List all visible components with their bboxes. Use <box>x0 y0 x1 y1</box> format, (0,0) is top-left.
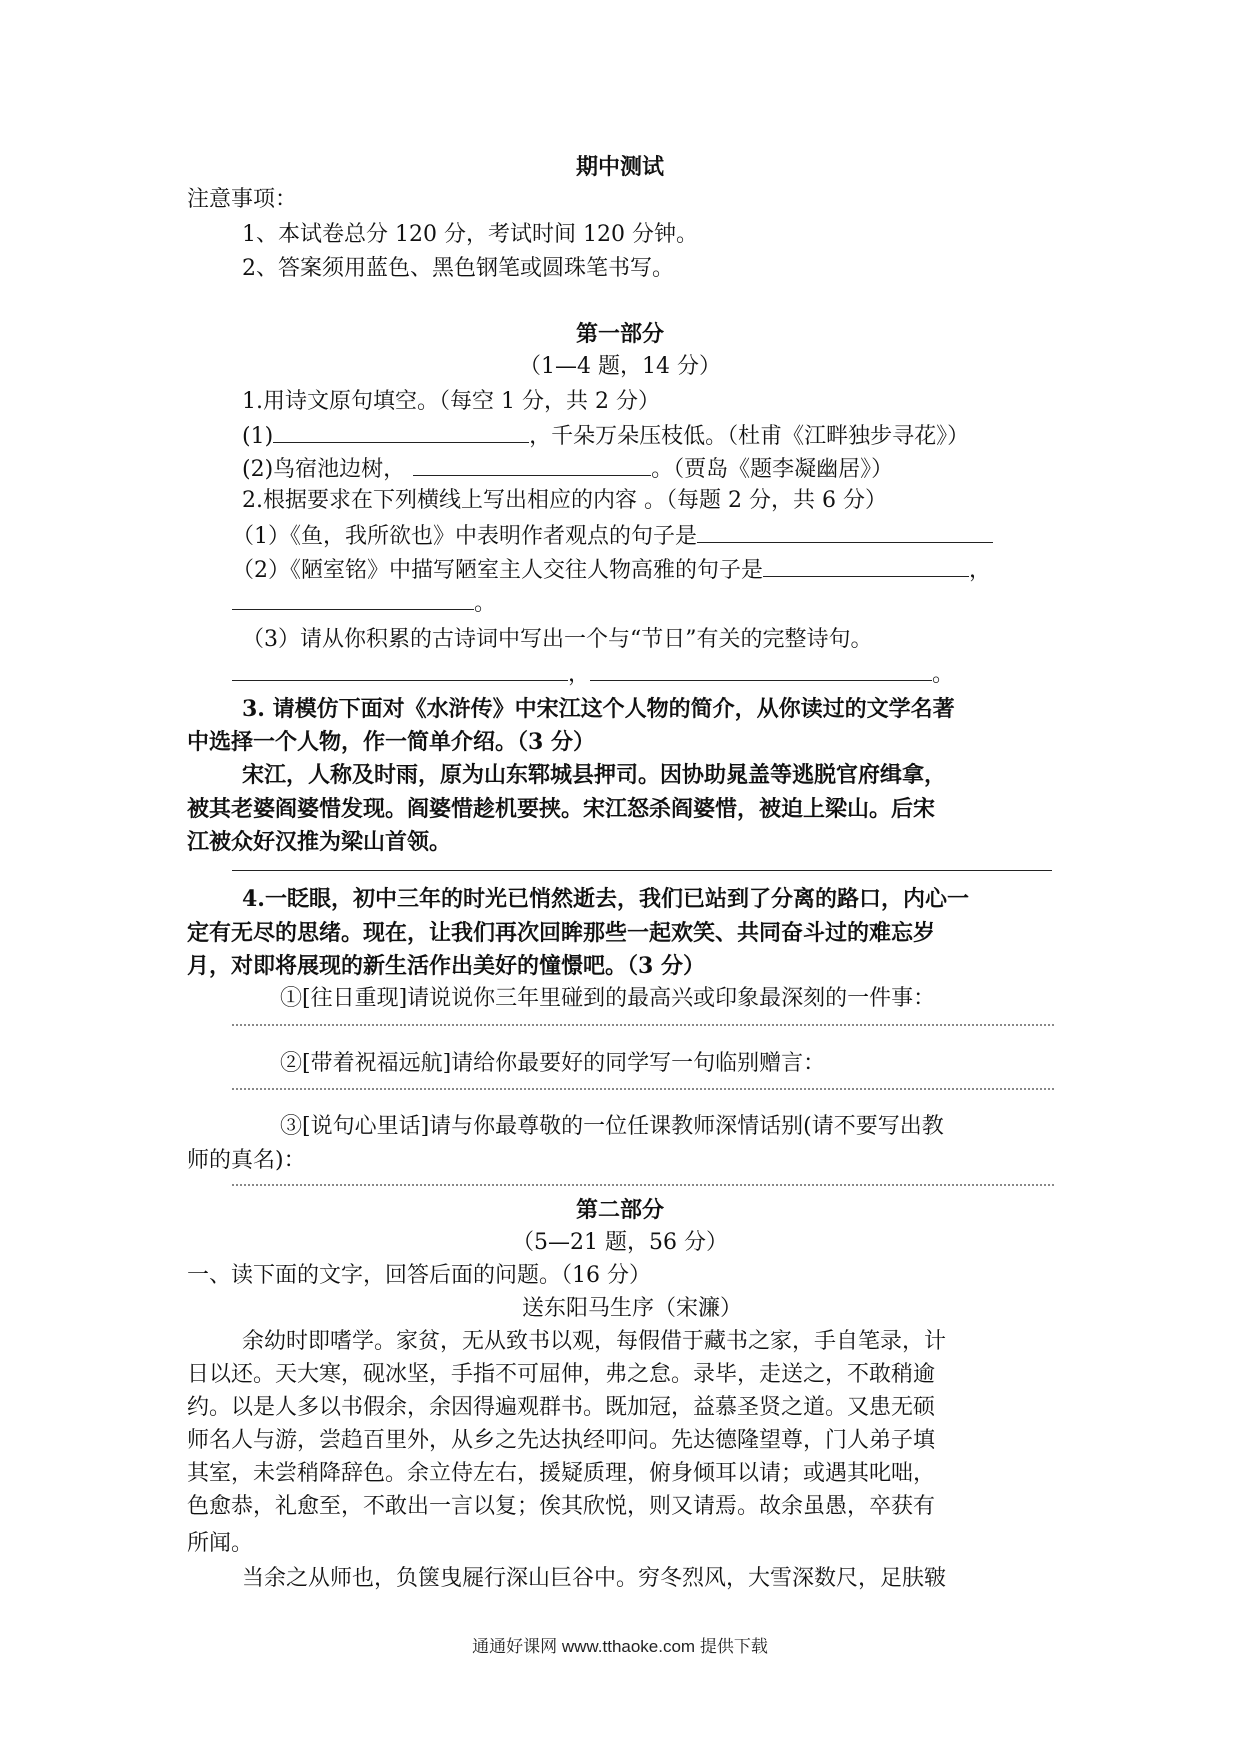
q1-item-1-suffix: ，千朵万朵压枝低。（杜甫《江畔独步寻花》） <box>529 424 970 449</box>
part1-heading: 第一部分 <box>575 321 664 347</box>
page-title: 期中测试 <box>575 154 664 180</box>
q2-item-2-cont <box>232 585 496 621</box>
notes-heading: 注意事项： <box>187 187 298 212</box>
q2-item-2 <box>232 552 991 588</box>
answer-blank[interactable] <box>697 518 993 543</box>
passage-line: 其室，未尝稍降辞色。余立侍左右，援疑质理，俯身倾耳以请；或遇其叱咄， <box>187 1461 936 1486</box>
part2-heading: 第二部分 <box>575 1197 664 1223</box>
q2-item-2-text: （2）《陋室铭》中描写陋室主人交往人物高雅的句子是 <box>232 558 763 583</box>
q1-item-2-suffix: 。（贾岛《题李凝幽居》） <box>651 457 894 482</box>
q1-item-1 <box>242 418 969 454</box>
q2-item-3-blanks <box>232 656 954 692</box>
answer-blank[interactable] <box>232 1164 1054 1186</box>
q3-example-line: 宋江，人称及时雨，原为山东郓城县押司。因协助晁盖等逃脱官府缉拿， <box>242 762 947 788</box>
part2-range: （5—21 题，56 分） <box>512 1230 728 1255</box>
passage-line: 所闻。 <box>187 1531 254 1556</box>
q4-item-3: ③[说句心里话]请与你最尊敬的一位任课教师深情话别(请不要写出教 <box>280 1114 944 1139</box>
section-heading: 一、读下面的文字，回答后面的问题。（16 分） <box>187 1263 651 1288</box>
answer-blank[interactable] <box>232 1068 1054 1090</box>
q2-item-3-comma: ， <box>568 662 591 687</box>
q4-item-2: ②[带着祝福远航]请给你最要好的同学写一句临别赠言： <box>280 1051 826 1076</box>
answer-blank[interactable] <box>232 656 568 681</box>
answer-blank[interactable] <box>590 656 932 681</box>
q4-item-3-cont: 师的真名)： <box>187 1148 306 1173</box>
passage-line: 日以还。天大寒，砚冰坚，手指不可屈伸，弗之怠。录毕，走送之，不敢稍逾 <box>187 1362 936 1387</box>
q3-stem-line: 中选择一个人物，作一简单介绍。（3 分） <box>187 729 595 755</box>
q3-answer-line[interactable] <box>232 870 1052 871</box>
q1-stem: 1.用诗文原句填空。（每空 1 分，共 2 分） <box>242 389 660 414</box>
passage-line: 当余之从师也，负箧曳屣行深山巨谷中。穷冬烈风，大雪深数尺，足肤皲 <box>242 1566 947 1591</box>
q4-stem-line: 月，对即将展现的新生活作出美好的憧憬吧。（3 分） <box>187 953 705 979</box>
q3-example-line: 被其老婆阎婆惜发现。阎婆惜趁机要挟。宋江怒杀阎婆惜，被迫上梁山。后宋 <box>187 796 936 822</box>
q2-stem: 2.根据要求在下列横线上写出相应的内容 。（每题 2 分，共 6 分） <box>242 488 887 513</box>
q4-stem-line: 4.一眨眼，初中三年的时光已悄然逝去，我们已站到了分离的路口，内心一 <box>242 886 969 912</box>
answer-blank[interactable] <box>232 585 474 610</box>
passage-line: 色愈恭，礼愈至，不敢出一言以复；俟其欣悦，则又请焉。故余虽愚，卒获有 <box>187 1494 936 1519</box>
q1-item-2 <box>242 451 893 487</box>
part1-range: （1—4 题，14 分） <box>519 354 721 379</box>
answer-blank[interactable] <box>763 552 969 577</box>
answer-blank[interactable] <box>413 451 651 476</box>
q1-item-2-prefix: (2)鸟宿池边树， <box>242 457 406 482</box>
q2-item-2-comma: ， <box>969 558 992 583</box>
q2-item-1-text: （1）《鱼，我所欲也》中表明作者观点的句子是 <box>232 524 697 549</box>
passage-line: 余幼时即嗜学。家贫，无从致书以观，每假借于藏书之家，手自笔录，计 <box>242 1329 947 1354</box>
answer-blank[interactable] <box>232 1004 1054 1026</box>
page-footer: 通通好课网 www.tthaoke.com 提供下载 <box>472 1637 768 1656</box>
q2-item-3: （3）请从你积累的古诗词中写出一个与“节日”有关的完整诗句。 <box>242 627 873 652</box>
passage-title: 送东阳马生序（宋濂） <box>522 1296 743 1321</box>
q1-item-1-prefix: (1) <box>242 424 274 449</box>
passage-line: 约。以是人多以书假余，余因得遍观群书。既加冠，益慕圣贤之道。又患无硕 <box>187 1395 936 1420</box>
q2-item-2-end: 。 <box>474 591 497 616</box>
answer-blank[interactable] <box>273 418 529 443</box>
q3-stem-line: 3. 请模仿下面对《水浒传》中宋江这个人物的简介，从你读过的文学名著 <box>242 696 955 722</box>
q4-item-1: ①[往日重现]请说说你三年里碰到的最高兴或印象最深刻的一件事： <box>280 986 936 1011</box>
q2-item-3-end: 。 <box>932 662 955 687</box>
passage-line: 师名人与游，尝趋百里外，从乡之先达执经叩问。先达德隆望尊，门人弟子填 <box>187 1428 936 1453</box>
q2-item-1 <box>232 518 993 554</box>
note-item: 2、答案须用蓝色、黑色钢笔或圆珠笔书写。 <box>242 256 674 281</box>
q3-example-line: 江被众好汉推为梁山首领。 <box>187 829 452 855</box>
note-item: 1、本试卷总分 120 分，考试时间 120 分钟。 <box>242 222 698 247</box>
q4-stem-line: 定有无尽的思绪。现在，让我们再次回眸那些一起欢笑、共同奋斗过的难忘岁 <box>187 920 936 946</box>
